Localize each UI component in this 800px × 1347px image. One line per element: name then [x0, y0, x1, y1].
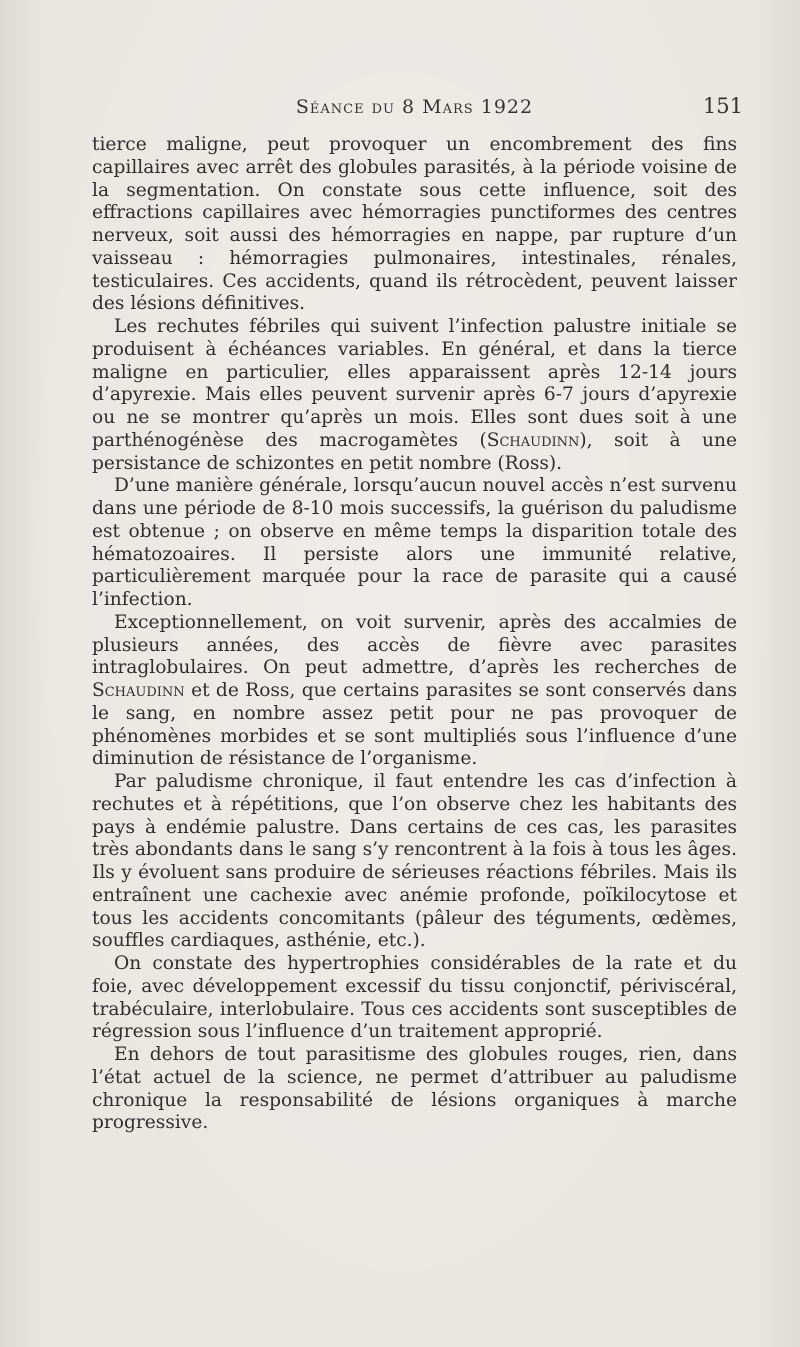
paragraph-text: Par paludisme chronique, il faut entendre les cas d’infection à rechutes et à répétitions, que l’on observe chez les habitants des pays à endémie palustre. Dans certains de ces cas, les parasites très abondants dans le sang s’y rencontrent à la fois à tous les âges. Ils y évoluent sans produire de sérieuses réactions fébriles. Mais ils entraînent une cachexie avec anémie profonde, poïkilocytose et tous les accidents concomitants (pâleur des téguments, œdèmes, souffles cardiaques, asthénie, etc.). — [92, 771, 737, 952]
paragraph-text: ), soit à une persistance de schizontes en petit nombre (Ross). — [92, 429, 737, 474]
paragraph-1 — [92, 134, 737, 316]
paragraph-6 — [92, 953, 737, 1044]
paragraph-text: Exceptionnellement, on voit survenir, après des accalmies de plusieurs années, des accès de fièvre avec parasites intraglobulaires. On peut admettre, d’après les recherches de — [92, 611, 737, 679]
body-text — [92, 134, 737, 1135]
running-head — [92, 92, 743, 126]
paragraph-text: Les rechutes fébriles qui suivent l’infection palustre initiale se produisent à échéances variables. En général, et dans la tierce maligne en particulier, elles apparaissent après 12-14 jours d’apyrexie. Mais elles peuvent survenir après 6-7 jours d’apyrexie ou ne se montrer qu’après un mois. Elles sont dues soit à une parthénogénèse des macrogamètes ( — [92, 316, 737, 451]
paragraph-text: En dehors de tout parasitisme des globules rouges, rien, dans l’état actuel de la science, ne permet d’attribuer au paludisme chronique la responsabilité de lésions organiques à marche progressive. — [92, 1044, 737, 1134]
paragraph-4 — [92, 612, 737, 771]
paragraph-text: On constate des hypertrophies considérables de la rate et du foie, avec développement excessif du tissu conjonctif, périviscéral, trabéculaire, interlobulaire. Tous ces accidents sont susceptibles de régression sous l’influence d’un traitement approprié. — [92, 953, 737, 1043]
author-name: Schaudinn — [486, 429, 580, 451]
paragraph-3 — [92, 475, 737, 612]
author-name: Schaudinn — [92, 680, 185, 701]
paragraph-text: et de Ross, que certains parasites se sont conservés dans le sang, en nombre assez petit pour ne pas provoquer de phénomènes morbides et se sont multipliés sous l’influence d’une diminution de résistance de l’organisme. — [92, 680, 737, 770]
paragraph-text: D’une manière générale, lorsqu’aucun nouvel accès n’est survenu dans une période de 8-10 mois successifs, la guérison du paludisme est obtenue ; on observe en même temps la disparition totale des hématozoaires. Il persiste alors une immunité relative, particulièrement marquée pour la race de parasite qui a causé l’infection. — [92, 475, 738, 610]
page-number: 151 — [702, 94, 743, 118]
paragraph-text: tierce maligne, peut provoquer un encombrement des fins capillaires avec arrêt des globules parasités, à la période voisine de la segmentation. On constate sous cette influence, soit des effractions capillaires avec hémorragies punctiformes des centres nerveux, soit aussi des hémorragies en nappe, par rupture d’un vaisseau : hémorragies pulmonaires, intestinales, rénales, testiculaires. Ces accidents, quand ils rétrocèdent, peuvent laisser des lésions définitives. — [92, 134, 737, 315]
paragraph-2 — [92, 316, 737, 475]
running-title: Séance du 8 Mars 1922 — [295, 96, 534, 118]
paragraph-5 — [92, 771, 737, 953]
book-page — [92, 92, 743, 1135]
paragraph-7 — [92, 1044, 737, 1135]
